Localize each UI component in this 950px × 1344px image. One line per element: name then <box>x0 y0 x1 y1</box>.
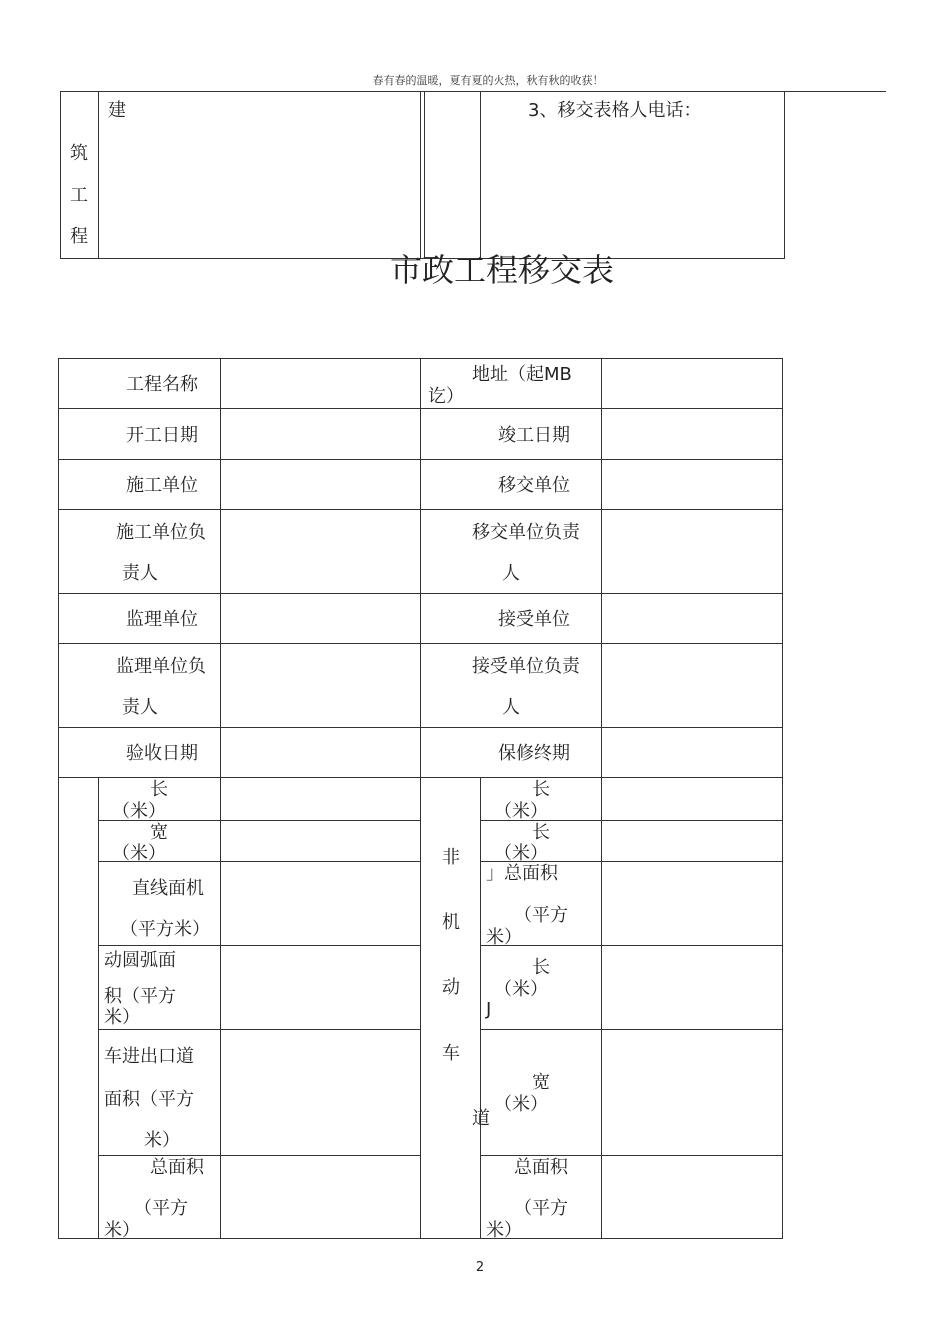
right-length2-unit: （米） <box>494 979 548 1000</box>
label-completion-date: 竣工日期 <box>498 425 570 446</box>
fragment-border <box>98 91 99 259</box>
right-width2-unit: （米） <box>494 1094 548 1115</box>
right-length-label: 长 <box>532 779 550 800</box>
fragment-border <box>424 91 425 259</box>
table-border <box>480 777 481 1239</box>
left-arc-area-unit-cont: 米） <box>104 1007 140 1028</box>
fragment-border <box>60 91 61 259</box>
right-width-label: 长 <box>532 822 550 843</box>
table-border <box>420 358 421 1239</box>
left-total-area-unit-cont: 米） <box>104 1220 140 1241</box>
right-total-area-label: 」总面积 <box>486 863 558 884</box>
left-straight-area-unit: （平方米） <box>120 919 210 940</box>
label-construction-head: 施工单位负 <box>116 522 206 543</box>
table-border <box>98 1029 420 1030</box>
left-entrance-area-unit-cont: 米） <box>144 1130 180 1151</box>
bike-lane-vertical-label: 动 <box>442 977 460 998</box>
label-supervision-unit: 监理单位 <box>126 609 198 630</box>
table-border <box>782 358 783 1239</box>
right-total2-unit-cont: 米） <box>486 1220 522 1241</box>
label-warranty-end: 保修终期 <box>498 743 570 764</box>
table-border <box>480 945 783 946</box>
table-border <box>58 358 59 1239</box>
label-project-name: 工程名称 <box>126 374 198 395</box>
right-width2-label: 宽 <box>532 1072 550 1093</box>
left-arc-area-unit: 积（平方 <box>104 986 176 1007</box>
right-length2-label: 长 <box>532 957 550 978</box>
bike-lane-vertical-label: 机 <box>442 912 460 933</box>
left-total-area-unit: （平方 <box>134 1198 188 1219</box>
right-length-unit: （米） <box>494 801 548 822</box>
left-length-label: 长 <box>150 779 168 800</box>
left-entrance-area-label: 车进出口道 <box>104 1046 194 1067</box>
right-total2-unit: （平方 <box>514 1198 568 1219</box>
table-border <box>480 1155 783 1156</box>
label-start-date: 开工日期 <box>126 425 198 446</box>
fragment-char-jian: 建 <box>108 100 126 121</box>
label-supervision-head-cont: 责人 <box>122 697 158 718</box>
right-total2-label: 总面积 <box>514 1157 568 1178</box>
label-transfer-head: 移交单位负责 <box>472 522 580 543</box>
bike-lane-vertical-label-dao: 道 <box>472 1108 490 1129</box>
label-acceptance-date: 验收日期 <box>126 743 198 764</box>
header-motto: 春有春的温暖，夏有夏的火热，秋有秋的收获！ <box>372 74 604 87</box>
table-border <box>480 1029 783 1030</box>
page-number: 2 <box>475 1260 485 1275</box>
label-receiving-head: 接受单位负责 <box>472 656 580 677</box>
right-width-unit: （米） <box>494 843 548 864</box>
label-receiving-head-cont: 人 <box>502 697 520 718</box>
table-border <box>601 358 602 1239</box>
label-transfer-unit: 移交单位 <box>498 475 570 496</box>
left-width-label: 宽 <box>150 822 168 843</box>
label-construction-head-cont: 责人 <box>122 563 158 584</box>
label-address: 地址（起MB <box>472 364 572 385</box>
label-construction-unit: 施工单位 <box>126 475 198 496</box>
bike-lane-vertical-label: 非 <box>442 847 460 868</box>
label-address-cont: 讫） <box>428 386 464 407</box>
fragment-border <box>420 91 421 259</box>
right-length2-mark: J <box>486 999 492 1020</box>
bike-lane-vertical-label: 车 <box>442 1043 460 1064</box>
fragment-vertical-char: 工 <box>70 185 88 206</box>
left-straight-area-label: 直线面机 <box>132 878 204 899</box>
fragment-border <box>784 91 785 259</box>
transfer-contact-phone: 3、移交表格人电话： <box>528 100 702 121</box>
table-border <box>98 1155 420 1156</box>
table-border <box>98 777 99 1239</box>
label-receiving-unit: 接受单位 <box>498 609 570 630</box>
fragment-vertical-char: 程 <box>70 226 88 247</box>
label-transfer-head-cont: 人 <box>502 563 520 584</box>
left-total-area-label: 总面积 <box>150 1157 204 1178</box>
left-length-unit: （米） <box>112 801 166 822</box>
left-width-unit: （米） <box>112 843 166 864</box>
fragment-vertical-char: 筑 <box>70 143 88 164</box>
left-arc-area-label: 动圆弧面 <box>104 950 176 971</box>
table-border <box>220 358 221 1239</box>
right-total-area-unit: （平方 <box>514 905 568 926</box>
left-entrance-area-unit: 面积（平方 <box>104 1089 194 1110</box>
right-total-area-unit-cont: 米） <box>486 927 522 948</box>
label-supervision-head: 监理单位负 <box>116 656 206 677</box>
fragment-border <box>480 91 481 259</box>
table-border <box>98 945 420 946</box>
document-title: 市政工程移交表 <box>390 251 615 289</box>
header-rule <box>60 91 886 92</box>
